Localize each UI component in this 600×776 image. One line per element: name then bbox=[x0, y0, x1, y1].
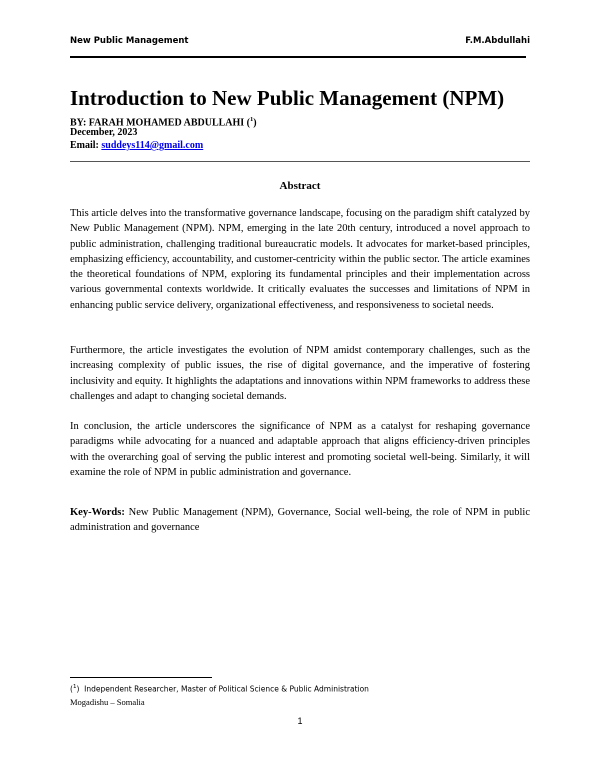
author-name: BY: FARAH MOHAMED ABDULLAHI ( bbox=[70, 117, 251, 129]
header-rule bbox=[70, 56, 526, 58]
abstract-paragraph-3: In conclusion, the article underscores the significance of NPM as a catalyst for reshaping governance paradigms while advocating for a nuanced and adaptable approach that aligns efficiency-driven principles with the overarching goal of serving the public interest and promoting societal well-being. Similarly, it will examine the role of NPM in public administration and governance. bbox=[70, 421, 530, 478]
footnote-rule bbox=[70, 677, 212, 678]
footnote-marker-close: ) bbox=[76, 684, 80, 694]
header-left-title: New Public Management bbox=[70, 36, 189, 46]
keywords-text: New Public Management (NPM), Governance, Social well-being, the role of NPM in public administration and governance bbox=[70, 507, 530, 534]
email-label: Email: bbox=[70, 140, 99, 151]
footnote-line-1 bbox=[70, 684, 369, 694]
paper-title: Introduction to New Public Management (NPM) bbox=[70, 86, 505, 110]
email-link[interactable]: suddeys114@gmail.com bbox=[101, 140, 204, 151]
abstract-heading: Abstract bbox=[279, 180, 321, 192]
abstract-paragraph-1: This article delves into the transformative governance landscape, focusing on the paradigm shift catalyzed by New Public Management (NPM). NPM, emerging in the late 20th century, introduced a novel approach to public administration, challenging traditional bureaucratic models. It advocates for market-based principles, emphasizing efficiency, accountability, and customer-centricity within the public sector. The article examines the theoretical foundations of NPM, exploring its fundamental principles and their implementation across various governmental contexts worldwide. It critically evaluates the successes and limitations of NPM in enhancing public service delivery, organizational effectiveness, and responsiveness to societal needs. bbox=[70, 208, 530, 311]
abstract-paragraph-2: Furthermore, the article investigates the evolution of NPM amidst contemporary challenges, such as the increasing complexity of public issues, the rise of digital governance, and the imperative of fostering inclusivity and equity. It highlights the adaptations and innovations within NPM frameworks to address these challenges and adapt to changing societal demands. bbox=[70, 345, 530, 402]
footnote-line-2: Mogadishu – Somalia bbox=[70, 697, 145, 707]
keywords-paragraph bbox=[70, 505, 530, 536]
footnote-text: Independent Researcher, Master of Political Science & Public Administration bbox=[84, 684, 369, 694]
running-header bbox=[70, 36, 530, 50]
keywords-label: Key-Words: bbox=[70, 507, 125, 518]
footnote-marker-open: ( bbox=[70, 684, 73, 694]
email-line bbox=[70, 139, 203, 152]
author-footnote-marker[interactable]: 1 bbox=[250, 116, 254, 123]
author-suffix: ) bbox=[253, 117, 257, 129]
footnote-marker: 1 bbox=[72, 684, 77, 690]
date-line: December, 2023 bbox=[70, 127, 138, 138]
header-right-author: F.M.Abdullahi bbox=[465, 36, 530, 46]
separator-rule bbox=[70, 161, 530, 162]
page-number: 1 bbox=[297, 716, 303, 726]
